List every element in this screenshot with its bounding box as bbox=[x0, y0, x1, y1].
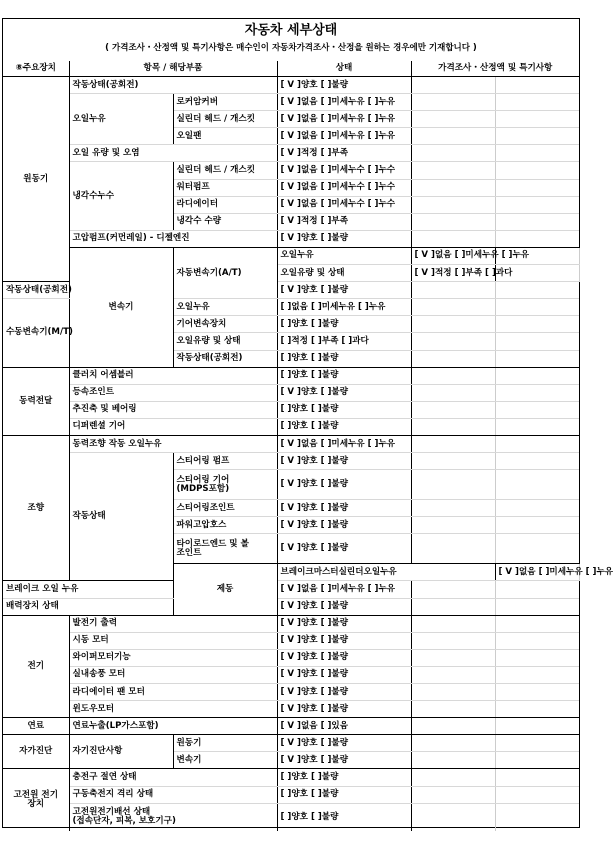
part-label: 로커암커버 bbox=[173, 94, 277, 111]
price-cell[interactable] bbox=[411, 401, 495, 418]
col-device: ⑧주요장치 bbox=[3, 61, 69, 77]
note-cell[interactable] bbox=[495, 77, 579, 94]
note-cell[interactable] bbox=[495, 418, 579, 435]
note-cell[interactable] bbox=[495, 128, 579, 145]
status-value[interactable]: [ V ]양호 [ ]불량 bbox=[277, 666, 411, 683]
note-cell[interactable] bbox=[495, 367, 579, 384]
table-header bbox=[3, 61, 579, 77]
note-cell[interactable] bbox=[495, 299, 579, 316]
part-label: 스티어링 펌프 bbox=[173, 453, 277, 470]
note-cell[interactable] bbox=[495, 769, 579, 786]
table-row bbox=[3, 701, 579, 718]
table-row bbox=[3, 684, 579, 701]
price-cell[interactable] bbox=[411, 718, 495, 735]
part-label: 기어변속장치 bbox=[173, 316, 277, 333]
status-value[interactable]: [ V ]없음 [ ]있음 bbox=[277, 718, 411, 735]
item-label: 실내송풍 모터 bbox=[69, 666, 277, 683]
part-label: 실린더 헤드 / 개스킷 bbox=[173, 162, 277, 179]
table-row bbox=[3, 384, 579, 401]
item-label: 브레이크 오일 누유 bbox=[3, 581, 173, 598]
table-row bbox=[3, 247, 579, 264]
part-label: 오일팬 bbox=[173, 128, 277, 145]
price-cell[interactable] bbox=[411, 649, 495, 666]
price-cell[interactable] bbox=[411, 615, 495, 632]
status-value[interactable]: [ ]양호 [ ]불량 bbox=[277, 786, 411, 803]
price-cell[interactable] bbox=[411, 316, 495, 333]
note-cell[interactable] bbox=[495, 534, 579, 564]
table-row bbox=[3, 581, 579, 598]
part-label: 스티어링조인트 bbox=[173, 500, 277, 517]
table-row bbox=[3, 598, 579, 615]
price-cell[interactable] bbox=[411, 282, 495, 299]
section-hv: 고전원 전기 장치 bbox=[3, 769, 69, 831]
part-label: 변속기 bbox=[173, 752, 277, 769]
status-value[interactable]: [ ]양호 [ ]불량 bbox=[277, 350, 411, 367]
part-label: 워터펌프 bbox=[173, 179, 277, 196]
price-cell[interactable] bbox=[411, 598, 495, 615]
section-fuel: 연료 bbox=[3, 718, 69, 735]
status-value[interactable]: [ V ]양호 [ ]불량 bbox=[277, 453, 411, 470]
item-label: 추진축 및 베어링 bbox=[69, 401, 277, 418]
item-label: 라디에이터 팬 모터 bbox=[69, 684, 277, 701]
item-label: 냉각수누수 bbox=[69, 162, 173, 230]
note-cell[interactable] bbox=[495, 517, 579, 534]
note-cell[interactable] bbox=[495, 500, 579, 517]
inspection-table bbox=[3, 61, 613, 831]
note-cell[interactable] bbox=[495, 333, 579, 350]
price-cell[interactable] bbox=[411, 701, 495, 718]
status-value[interactable]: [ V ]적정 [ ]부족 [ ]과다 bbox=[411, 265, 495, 282]
price-cell[interactable] bbox=[411, 470, 495, 500]
price-cell[interactable] bbox=[411, 128, 495, 145]
item-label: 구동축전지 격리 상태 bbox=[69, 786, 277, 803]
status-value[interactable]: [ V ]양호 [ ]불량 bbox=[277, 701, 411, 718]
note-cell[interactable] bbox=[495, 803, 579, 831]
status-value[interactable]: [ V ]없음 [ ]미세누유 [ ]누유 bbox=[277, 128, 411, 145]
note-cell[interactable] bbox=[495, 581, 579, 598]
table-row bbox=[3, 649, 579, 666]
table-row bbox=[3, 786, 579, 803]
note-cell[interactable] bbox=[495, 786, 579, 803]
status-value[interactable]: [ V ]양호 [ ]불량 bbox=[277, 632, 411, 649]
table-row bbox=[3, 162, 579, 179]
price-cell[interactable] bbox=[411, 735, 495, 752]
part-label: 실린더 헤드 / 개스킷 bbox=[173, 111, 277, 128]
status-value[interactable]: [ V ]양호 [ ]불량 bbox=[277, 649, 411, 666]
note-cell[interactable] bbox=[495, 350, 579, 367]
item-label: 브레이크마스터실린더오일누유 bbox=[277, 564, 495, 581]
item-label: 고압펌프(커먼레일) - 디젤엔진 bbox=[69, 230, 277, 247]
price-cell[interactable] bbox=[411, 534, 495, 564]
price-cell[interactable] bbox=[411, 350, 495, 367]
price-cell[interactable] bbox=[411, 162, 495, 179]
part-label: 파워고압호스 bbox=[173, 517, 277, 534]
note-cell[interactable] bbox=[495, 94, 579, 111]
status-value[interactable]: [ ]양호 [ ]불량 bbox=[277, 418, 411, 435]
note-cell[interactable] bbox=[495, 316, 579, 333]
part-label: 오일유량 및 상태 bbox=[173, 333, 277, 350]
status-value[interactable]: [ ]양호 [ ]불량 bbox=[277, 367, 411, 384]
note-cell[interactable] bbox=[495, 735, 579, 752]
note-cell[interactable] bbox=[495, 435, 579, 452]
status-value[interactable]: [ V ]양호 [ ]불량 bbox=[277, 534, 411, 564]
col-status: 상태 bbox=[277, 61, 411, 77]
status-value[interactable]: [ V ]없음 [ ]미세누유 [ ]누유 bbox=[277, 435, 411, 452]
status-value[interactable]: [ V ]양호 [ ]불량 bbox=[277, 517, 411, 534]
status-value[interactable]: [ ]양호 [ ]불량 bbox=[277, 316, 411, 333]
note-cell[interactable] bbox=[495, 162, 579, 179]
part-label: 원동기 bbox=[173, 735, 277, 752]
table-row bbox=[3, 145, 579, 162]
status-value[interactable]: [ V ]양호 [ ]불량 bbox=[277, 500, 411, 517]
price-cell[interactable] bbox=[411, 418, 495, 435]
item-label: 클러치 어셈블러 bbox=[69, 367, 277, 384]
inspection-sheet bbox=[2, 18, 613, 828]
col-item: 항목 / 해당부품 bbox=[69, 61, 277, 77]
note-cell[interactable] bbox=[495, 111, 579, 128]
section-brake: 제동 bbox=[173, 564, 277, 615]
item-label: 연료누출(LP가스포함) bbox=[69, 718, 277, 735]
price-cell[interactable] bbox=[411, 632, 495, 649]
status-value[interactable]: [ V ]양호 [ ]불량 bbox=[277, 384, 411, 401]
note-cell[interactable] bbox=[495, 615, 579, 632]
status-value[interactable]: [ V ]양호 [ ]불량 bbox=[277, 598, 411, 615]
status-value[interactable]: [ V ]양호 [ ]불량 bbox=[277, 684, 411, 701]
note-cell[interactable] bbox=[495, 384, 579, 401]
item-label: 발전기 출력 bbox=[69, 615, 277, 632]
table-row bbox=[3, 803, 579, 831]
price-cell[interactable] bbox=[411, 752, 495, 769]
status-value[interactable]: [ V ]양호 [ ]불량 bbox=[277, 752, 411, 769]
table-row bbox=[3, 632, 579, 649]
price-cell[interactable] bbox=[411, 435, 495, 452]
note-cell[interactable] bbox=[495, 453, 579, 470]
price-cell[interactable] bbox=[411, 666, 495, 683]
price-cell[interactable] bbox=[411, 581, 495, 598]
item-label: 자기진단사항 bbox=[69, 735, 173, 769]
status-value[interactable]: [ ]적정 [ ]부족 [ ]과다 bbox=[277, 333, 411, 350]
table-row bbox=[3, 769, 579, 786]
note-cell[interactable] bbox=[495, 649, 579, 666]
item-label: 작동상태(공회전) bbox=[69, 77, 277, 94]
item-label: 고전원전기배선 상태 (접속단자, 피복, 보호기구) bbox=[69, 803, 277, 831]
status-value[interactable]: [ V ]적정 [ ]부족 bbox=[277, 145, 411, 162]
note-cell[interactable] bbox=[495, 401, 579, 418]
status-value[interactable]: [ ]양호 [ ]불량 bbox=[277, 401, 411, 418]
part-label: 작동상태(공회전) bbox=[173, 350, 277, 367]
table-row bbox=[3, 418, 579, 435]
table-row bbox=[3, 435, 579, 452]
status-value[interactable]: [ ]양호 [ ]불량 bbox=[277, 769, 411, 786]
price-cell[interactable] bbox=[411, 111, 495, 128]
status-value[interactable]: [ V ]양호 [ ]불량 bbox=[277, 615, 411, 632]
price-cell[interactable] bbox=[411, 94, 495, 111]
price-cell[interactable] bbox=[411, 333, 495, 350]
price-cell[interactable] bbox=[411, 145, 495, 162]
note-cell[interactable] bbox=[495, 718, 579, 735]
table-row bbox=[3, 718, 579, 735]
status-value[interactable]: [ V ]양호 [ ]불량 bbox=[277, 735, 411, 752]
part-label: 오일누유 bbox=[173, 299, 277, 316]
status-value[interactable]: [ ]없음 [ ]미세누유 [ ]누유 bbox=[277, 299, 411, 316]
item-label: 오일누유 bbox=[69, 94, 173, 145]
section-power: 동력전달 bbox=[3, 367, 69, 435]
page-subtitle: ( 가격조사・산정액 및 특기사항은 매수인이 자동차가격조사・산정을 원하는 경우에만 기재합니다 ) bbox=[105, 43, 477, 53]
item-label: 배력장치 상태 bbox=[3, 598, 173, 615]
status-value[interactable]: [ V ]적정 [ ]부족 bbox=[277, 213, 411, 230]
note-cell[interactable] bbox=[495, 179, 579, 196]
section-engine: 원동기 bbox=[3, 77, 69, 282]
item-label: 수동변속기(M/T) bbox=[3, 299, 69, 367]
table-row bbox=[3, 735, 579, 752]
section-diag: 자가진단 bbox=[3, 735, 69, 769]
table-row bbox=[3, 230, 579, 247]
status-value[interactable]: [ V ]없음 [ ]미세누유 [ ]누유 bbox=[495, 564, 579, 581]
status-value[interactable]: [ V ]없음 [ ]미세누유 [ ]누유 bbox=[411, 247, 495, 264]
section-elec: 전기 bbox=[3, 615, 69, 718]
status-value[interactable]: [ V ]없음 [ ]미세누수 [ ]누수 bbox=[277, 179, 411, 196]
price-cell[interactable] bbox=[411, 517, 495, 534]
item-label: 윈도우모터 bbox=[69, 701, 277, 718]
price-cell[interactable] bbox=[411, 179, 495, 196]
item-label: 오일 유량 및 오염 bbox=[69, 145, 277, 162]
part-label: 오일유량 및 상태 bbox=[277, 265, 411, 282]
item-label: 충전구 절연 상태 bbox=[69, 769, 277, 786]
part-label: 오일누유 bbox=[277, 247, 411, 264]
note-cell[interactable] bbox=[495, 213, 579, 230]
status-value[interactable]: [ V ]없음 [ ]미세누수 [ ]누수 bbox=[277, 162, 411, 179]
status-value[interactable]: [ V ]없음 [ ]미세누유 [ ]누유 bbox=[277, 581, 411, 598]
status-value[interactable]: [ V ]양호 [ ]불량 bbox=[277, 282, 411, 299]
page-title: 자동차 세부상태 bbox=[244, 23, 338, 38]
item-label: 등속조인트 bbox=[69, 384, 277, 401]
price-cell[interactable] bbox=[411, 384, 495, 401]
note-cell[interactable] bbox=[495, 666, 579, 683]
table-row bbox=[3, 615, 579, 632]
part-label: 스티어링 기어 (MDPS포함) bbox=[173, 470, 277, 500]
status-value[interactable]: [ V ]없음 [ ]미세누유 [ ]누유 bbox=[277, 111, 411, 128]
price-cell[interactable] bbox=[411, 803, 495, 831]
note-cell[interactable] bbox=[495, 701, 579, 718]
section-steer: 조향 bbox=[3, 435, 69, 580]
note-cell[interactable] bbox=[495, 145, 579, 162]
price-cell[interactable] bbox=[411, 196, 495, 213]
part-label: 라디에이터 bbox=[173, 196, 277, 213]
item-label: 자동변속기(A/T) bbox=[173, 247, 277, 298]
note-cell[interactable] bbox=[495, 684, 579, 701]
table-row bbox=[3, 94, 579, 111]
section-trans: 변속기 bbox=[69, 247, 173, 367]
note-cell[interactable] bbox=[495, 196, 579, 213]
price-cell[interactable] bbox=[411, 786, 495, 803]
note-cell[interactable] bbox=[495, 632, 579, 649]
col-price: 가격조사・산정액 및 특기사항 bbox=[411, 61, 579, 77]
price-cell[interactable] bbox=[411, 77, 495, 94]
table-row bbox=[3, 453, 579, 470]
price-cell[interactable] bbox=[411, 367, 495, 384]
price-cell[interactable] bbox=[411, 769, 495, 786]
item-label: 작동상태 bbox=[69, 453, 173, 581]
item-label: 와이퍼모터기능 bbox=[69, 649, 277, 666]
note-cell[interactable] bbox=[495, 598, 579, 615]
part-label: 냉각수 수량 bbox=[173, 213, 277, 230]
item-label: 시동 모터 bbox=[69, 632, 277, 649]
note-cell[interactable] bbox=[495, 282, 579, 299]
status-value[interactable]: [ V ]양호 [ ]불량 bbox=[277, 230, 411, 247]
price-cell[interactable] bbox=[411, 500, 495, 517]
item-label: 디퍼렌셜 기어 bbox=[69, 418, 277, 435]
note-cell[interactable] bbox=[495, 230, 579, 247]
price-cell[interactable] bbox=[411, 453, 495, 470]
table-row bbox=[3, 77, 579, 94]
table-row bbox=[3, 401, 579, 418]
item-label: 동력조향 작동 오일누유 bbox=[69, 435, 277, 452]
note-cell[interactable] bbox=[495, 470, 579, 500]
price-cell[interactable] bbox=[411, 684, 495, 701]
part-label: 작동상태(공회전) bbox=[3, 282, 69, 299]
status-value[interactable]: [ V ]양호 [ ]불량 bbox=[277, 77, 411, 94]
status-value[interactable]: [ ]양호 [ ]불량 bbox=[277, 803, 411, 831]
note-cell[interactable] bbox=[495, 752, 579, 769]
part-label: 타이로드엔드 및 볼 조인트 bbox=[173, 534, 277, 564]
status-value[interactable]: [ V ]없음 [ ]미세누유 [ ]누유 bbox=[277, 94, 411, 111]
table-row bbox=[3, 367, 579, 384]
status-value[interactable]: [ V ]양호 [ ]불량 bbox=[277, 470, 411, 500]
table-row bbox=[3, 666, 579, 683]
status-value[interactable]: [ V ]없음 [ ]미세누수 [ ]누수 bbox=[277, 196, 411, 213]
price-cell[interactable] bbox=[411, 230, 495, 247]
price-cell[interactable] bbox=[411, 213, 495, 230]
price-cell[interactable] bbox=[411, 299, 495, 316]
